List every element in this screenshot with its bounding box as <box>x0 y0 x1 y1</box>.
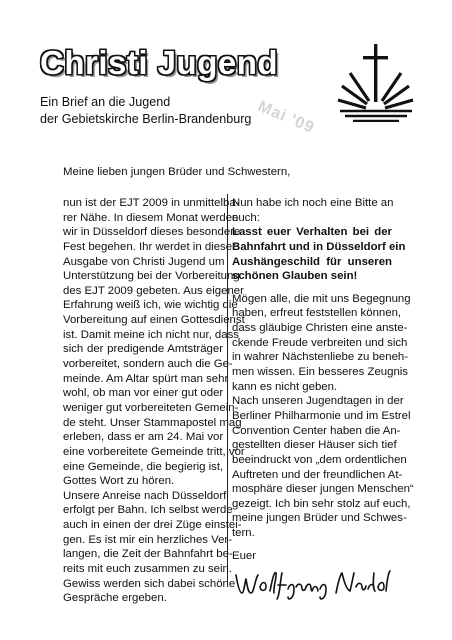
sunrise-cross-icon <box>336 38 416 122</box>
text-line: erfolgt per Bahn. Ich selbst werde <box>63 504 233 517</box>
text-line: Berliner Philharmonie und im Estrel <box>232 409 411 422</box>
text-line: tern. <box>232 527 255 540</box>
text-line: Ausgabe von Christi Jugend um <box>63 255 225 268</box>
text-line: meinde. Am Altar spürt man sehr <box>63 372 229 385</box>
paragraph-gap <box>232 541 392 549</box>
text-line: meine jungen Brüder und Schwes- <box>232 512 407 525</box>
text-line: in wahrer Nächstenliebe zu beneh- <box>232 351 409 364</box>
text-line: des EJT 2009 gebeten. Aus eigener <box>63 284 244 297</box>
text-line: reits mit euch zusammen zu sein. <box>63 563 233 576</box>
text-line: mosphäre dieser jungen Menschen“ <box>232 483 414 496</box>
subtitle-line: der Gebietskirche Berlin-Brandenburg <box>40 112 252 126</box>
text-line: gezeigt. Ich bin sehr stolz auf euch, <box>232 497 411 510</box>
text-line: Bahnfahrt und in Düsseldorf ein <box>232 240 406 253</box>
text-line: men wissen. Ein besseres Zeugnis <box>232 366 409 379</box>
text-line: Nach unseren Jugendtagen in der <box>232 395 404 408</box>
text-line: Lasst euer Verhalten bei der <box>232 226 392 239</box>
text-line: nun ist der EJT 2009 in unmittelba- <box>63 197 240 209</box>
text-line: Aushängeschild für unseren <box>232 255 392 268</box>
paragraph-gap <box>232 284 392 292</box>
text-line: Mögen alle, die mit uns Begegnung <box>232 292 411 305</box>
text-line: vorbereitet, sondern auch die Ge- <box>63 358 233 371</box>
bold-appeal-paragraph <box>232 225 406 284</box>
body-paragraph <box>232 292 414 541</box>
text-line: eine Gemeinde, die begierig ist, <box>63 460 224 473</box>
text-line: Unsere Anreise nach Düsseldorf <box>63 489 227 502</box>
text-line: gen. Es ist mir ein herzliches Ver- <box>63 533 233 546</box>
text-line: rer Nähe. In diesem Monat werden <box>63 211 239 224</box>
text-line: Gewiss werden sich dabei schöne <box>63 577 236 590</box>
newsletter-title: Christi Jugend <box>40 44 279 81</box>
intro-paragraph <box>232 196 392 225</box>
signature <box>232 567 392 603</box>
letter-column-right <box>232 196 414 603</box>
text-line: Gottes Wort zu hören. <box>63 475 175 488</box>
text-line: ist. Damit meine ich nicht nur, dass <box>63 328 239 341</box>
text-line: auch in einen der drei Züge einstei- <box>63 519 242 532</box>
text-line: eine vorbereitete Gemeinde tritt, vor <box>63 445 245 458</box>
text-line: Convention Center haben die An- <box>232 424 401 437</box>
text-line: Erfahrung weiß ich, wie wichtig die <box>63 299 238 312</box>
text-line: beeindruckt von „dem ordentlichen <box>232 453 407 466</box>
text-line: Fest begehen. Ihr werdet in dieser <box>63 240 236 253</box>
text-line: Unterstützung bei der Vorbereitung <box>63 270 240 283</box>
text-line: langen, die Zeit der Bahnfahrt be- <box>63 548 233 561</box>
text-line: wohl, ob man vor einer gut oder <box>63 387 224 400</box>
text-line: gestellten dieser Häuser sich tief <box>232 439 397 452</box>
text-line: wir in Düsseldorf dieses besondere <box>63 226 241 239</box>
text-line: Nun habe ich noch eine Bitte an <box>232 197 394 209</box>
letter-greeting: Meine lieben jungen Brüder und Schwestern, <box>63 166 291 178</box>
text-line: de steht. Unser Stammapostel mag <box>63 416 242 429</box>
newsletter-subtitle <box>40 94 280 128</box>
text-line: dass gläubige Christen eine anste- <box>232 322 408 335</box>
text-line: Gespräche ergeben. <box>63 592 167 605</box>
text-line: sich der predigende Amtsträger <box>63 343 223 356</box>
text-line: weniger gut vorbereiteten Gemein- <box>63 401 239 414</box>
issue-date-stamp: Mai '09 <box>255 98 317 137</box>
letter-closing: Euer <box>232 549 257 562</box>
text-line: kann es nicht geben. <box>232 380 338 393</box>
text-line: euch: <box>232 211 260 224</box>
text-line: Vorbereitung auf einen Gottesdienst <box>63 314 245 327</box>
text-line: ckende Freude verbreiten und sich <box>232 336 408 349</box>
text-line: schönen Glauben sein! <box>232 270 358 283</box>
text-line: erleben, dass er am 24. Mai vor <box>63 431 224 444</box>
text-line: haben, erfreut feststellen können, <box>232 307 402 320</box>
subtitle-line: Ein Brief an die Jugend <box>40 95 171 109</box>
text-line: Auftreten und der freundlichen At- <box>232 468 403 481</box>
